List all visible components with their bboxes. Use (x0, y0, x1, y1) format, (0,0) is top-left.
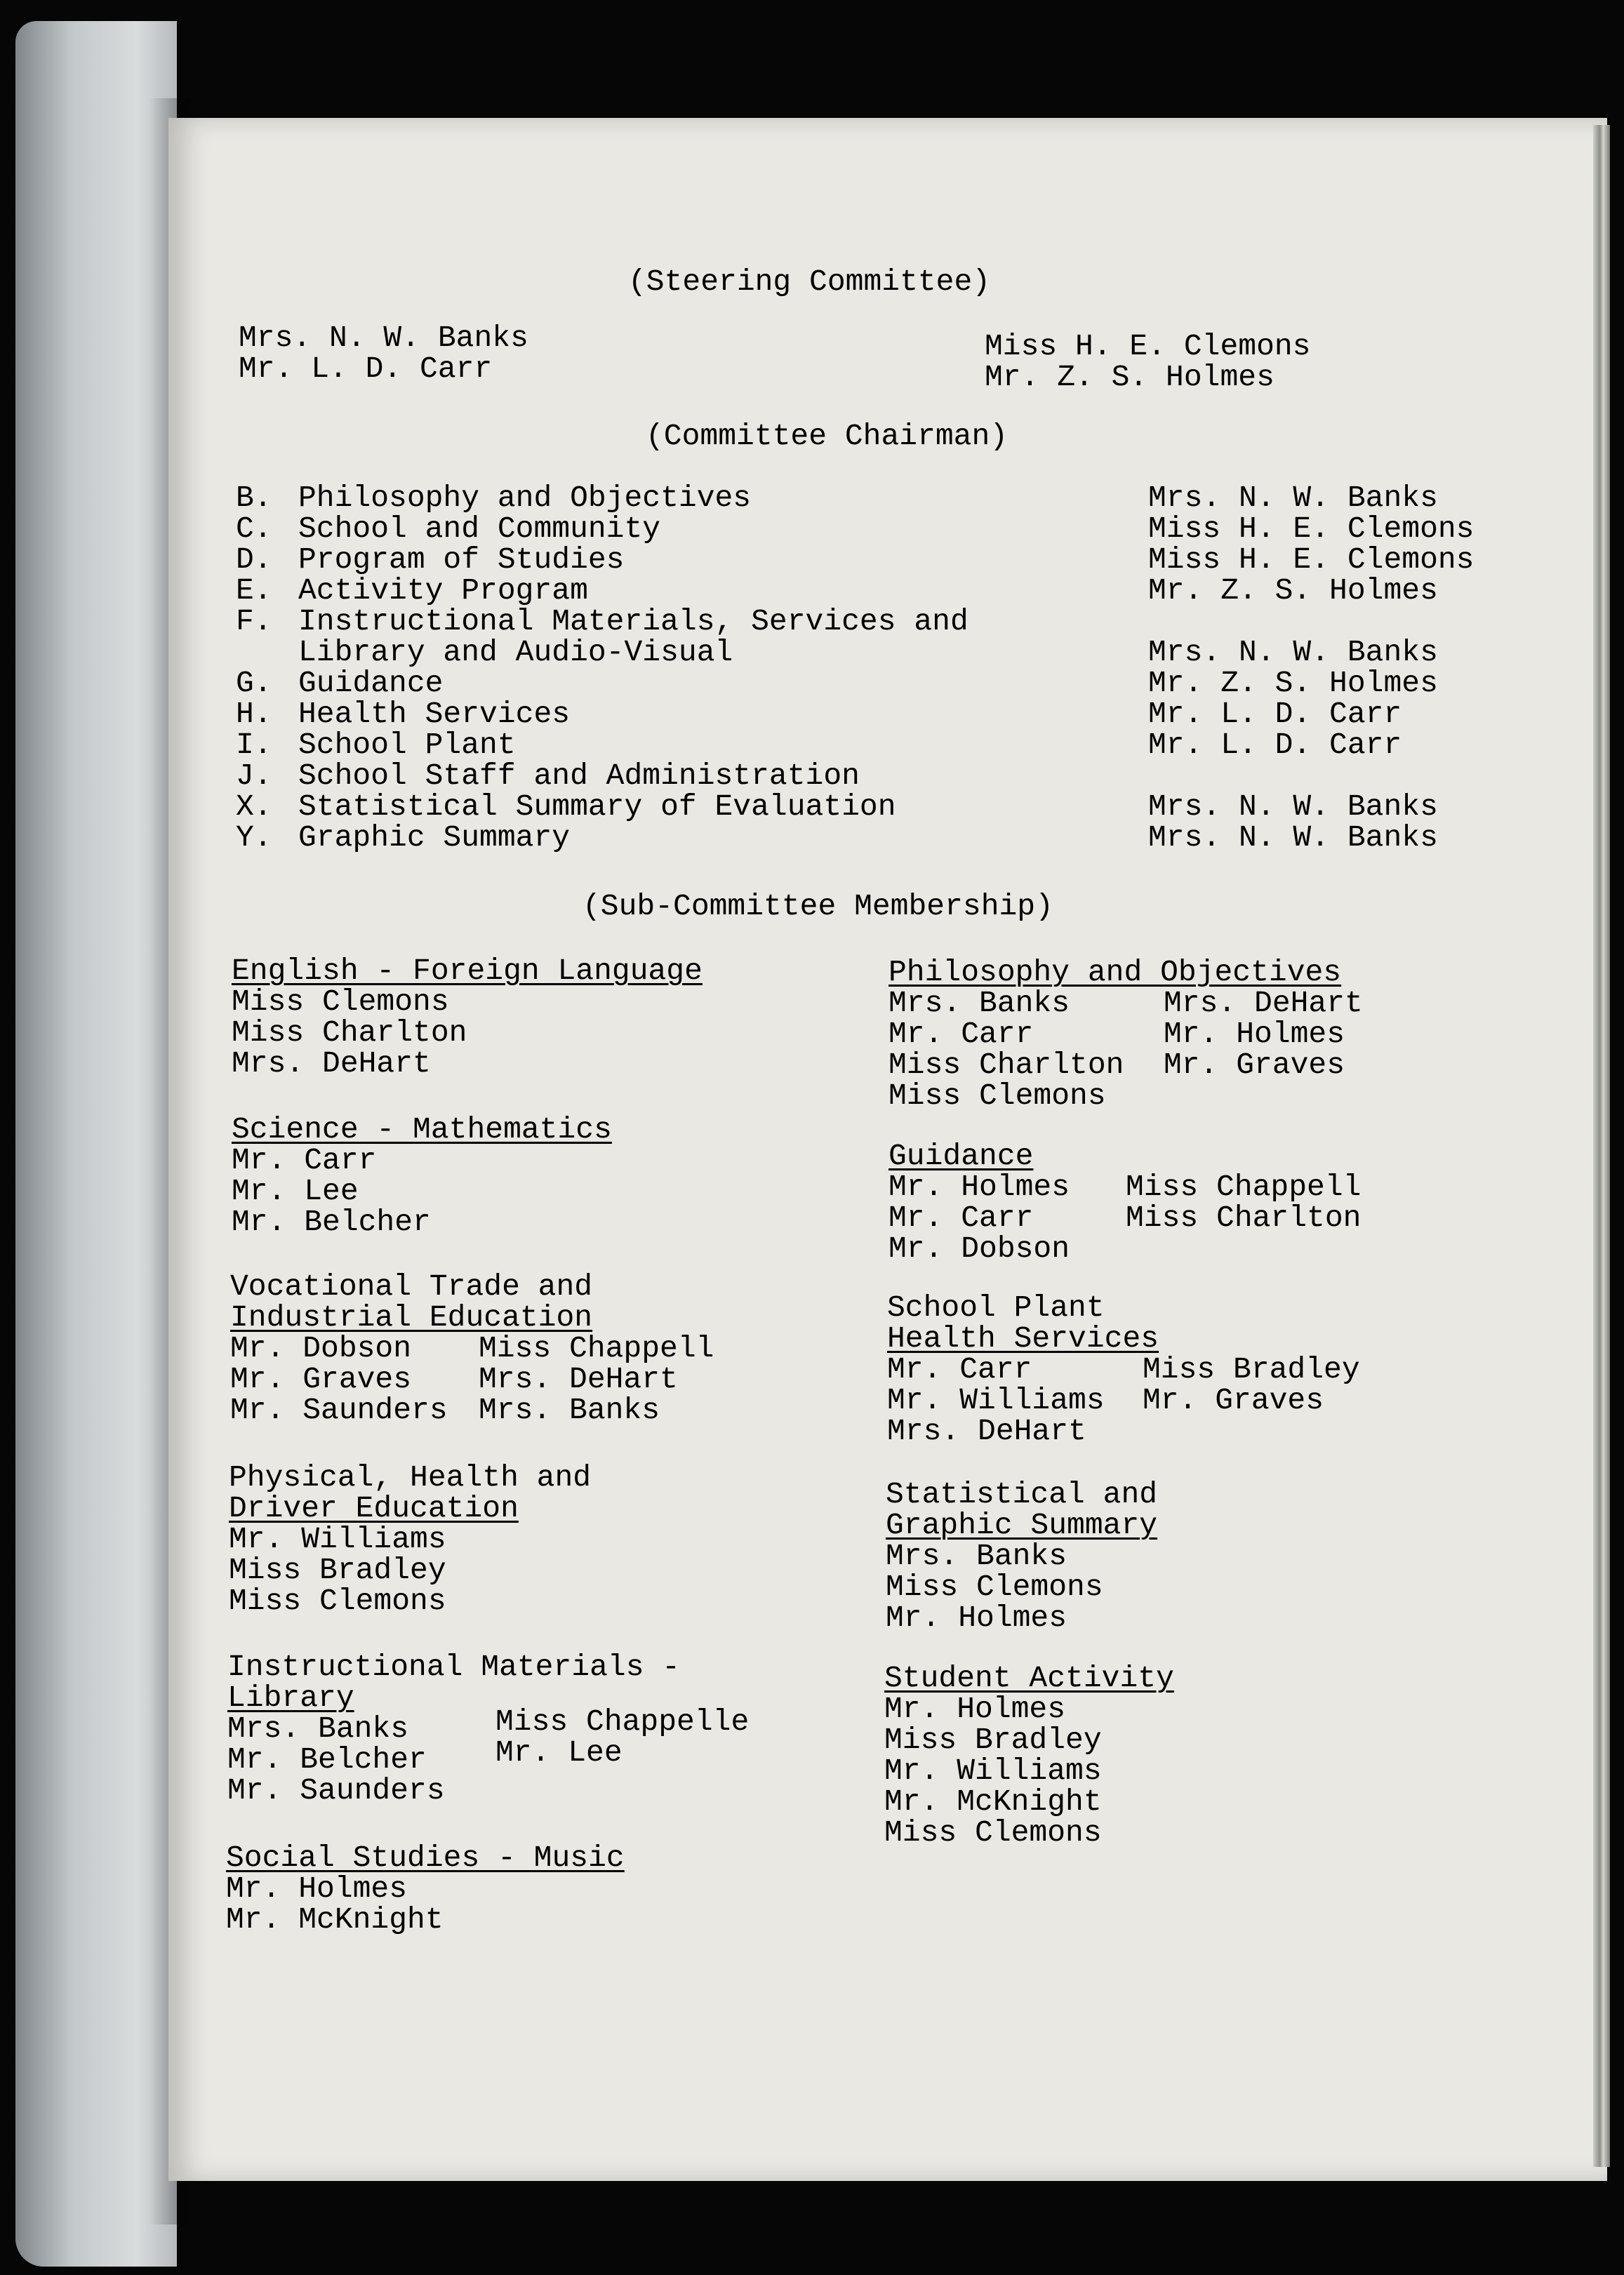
section-letter: X. (236, 789, 272, 824)
subcommittee-title: Vocational Trade and (230, 1269, 593, 1304)
section-name: Guidance (298, 666, 444, 700)
subcommittee-title: Driver Education (229, 1491, 519, 1526)
member-name: Mr. Williams (229, 1522, 446, 1556)
subcommittee-vocational-col2 (479, 1333, 714, 1426)
subcommittee-title: Social Studies - Music (226, 1841, 625, 1875)
chairman-name: Mrs. N. W. Banks (1148, 481, 1438, 515)
steering-member: Mrs. N. W. Banks (239, 321, 528, 355)
subcommittee-student (884, 1663, 1174, 1848)
section-letter: F. (236, 604, 272, 639)
member-name: Mr. Carr (232, 1143, 377, 1177)
member-name: Mr. Saunders (227, 1773, 445, 1808)
subcommittee-title: English - Foreign Language (232, 954, 703, 988)
member-name: Miss Clemons (232, 985, 449, 1019)
member-name: Mr. Williams (887, 1383, 1105, 1417)
subcommittee-title: Student Activity (884, 1661, 1174, 1695)
steering-member: Miss H. E. Clemons (985, 329, 1311, 363)
member-name: Mr. McKnight (226, 1902, 444, 1937)
subcommittee-guidance-col2 (1126, 1172, 1361, 1234)
member-name: Mrs. Banks (888, 986, 1070, 1020)
member-name: Mr. Graves (1143, 1383, 1324, 1417)
subcommittee-plant-col2 (1143, 1354, 1360, 1416)
subcommittee-title: Health Services (887, 1321, 1159, 1356)
sub-committee-heading: (Sub-Committee Membership) (583, 889, 1053, 923)
section-letter (236, 637, 272, 668)
member-name: Mr. Dobson (888, 1232, 1070, 1266)
member-name: Mr. Holmes (1164, 1017, 1345, 1051)
section-letter: H. (236, 697, 272, 731)
member-name: Miss Chappell (479, 1331, 714, 1366)
chairman-name: Miss H. E. Clemons (1148, 512, 1475, 546)
section-name: School Plant (298, 728, 516, 762)
chairman-name: Mrs. N. W. Banks (1148, 789, 1438, 824)
member-name: Miss Clemons (888, 1079, 1106, 1113)
subcommittee-title: Guidance (888, 1139, 1034, 1173)
member-name: Mrs. Banks (886, 1539, 1067, 1573)
member-name: Mrs. DeHart (1164, 986, 1363, 1020)
section-name: Program of Studies (298, 542, 625, 577)
chairman-name: Mr. L. D. Carr (1148, 728, 1402, 762)
member-name: Mr. Belcher (232, 1205, 431, 1239)
chairman-name (1148, 761, 1474, 792)
member-name: Miss Clemons (229, 1584, 446, 1618)
member-name: Mr. Williams (884, 1754, 1102, 1788)
member-name: Mr. Carr (887, 1352, 1032, 1387)
section-name: Statistical Summary of Evaluation (298, 789, 896, 824)
member-name: Miss Bradley (229, 1553, 446, 1587)
member-name: Mr. Carr (888, 1201, 1034, 1235)
member-name: Mrs. Banks (479, 1393, 660, 1427)
section-letter: Y. (236, 820, 272, 855)
chairman-letters (236, 483, 272, 853)
member-name: Mr. Graves (1164, 1048, 1345, 1082)
subcommittee-science (232, 1114, 612, 1238)
member-name: Miss Charlton (888, 1048, 1124, 1082)
section-name: Graphic Summary (298, 820, 571, 855)
subcommittee-physical (229, 1462, 591, 1617)
member-name: Miss Charlton (232, 1015, 467, 1050)
steering-members-left (239, 323, 528, 385)
subcommittee-title: Statistical and (886, 1477, 1158, 1512)
steering-members-right (985, 331, 1310, 393)
chairman-names (1148, 483, 1474, 853)
steering-member: Mr. Z. S. Holmes (985, 360, 1274, 394)
member-name: Mr. Lee (495, 1735, 623, 1770)
section-letter: E. (236, 573, 272, 608)
member-name: Mr. Holmes (884, 1692, 1066, 1726)
section-name: School Staff and Administration (298, 759, 860, 793)
chairman-name: Mr. L. D. Carr (1148, 697, 1402, 731)
chairman-sections (298, 483, 969, 853)
chairman-name (1148, 606, 1474, 637)
member-name: Mr. Saunders (230, 1393, 448, 1427)
chairman-heading: (Committee Chairman) (646, 419, 1009, 453)
section-name: Philosophy and Objectives (298, 481, 752, 515)
member-name: Mr. Holmes (888, 1170, 1070, 1204)
member-name: Miss Charlton (1126, 1201, 1362, 1235)
section-letter: G. (236, 666, 272, 700)
subcommittee-guidance (888, 1141, 1070, 1265)
subcommittee-social (226, 1843, 625, 1935)
member-name: Mr. Carr (888, 1017, 1034, 1051)
subcommittee-title: Graphic Summary (886, 1508, 1158, 1542)
subcommittee-title: Library (227, 1681, 354, 1715)
chairman-name: Mr. Z. S. Holmes (1148, 573, 1438, 608)
section-name: Instructional Materials, Services and (298, 604, 969, 639)
member-name: Mr. Dobson (230, 1331, 412, 1366)
chairman-name: Mr. Z. S. Holmes (1148, 666, 1438, 700)
steering-heading: (Steering Committee) (628, 265, 991, 299)
subcommittee-title: Industrial Education (230, 1300, 593, 1335)
section-letter: D. (236, 542, 272, 577)
subcommittee-plant (887, 1290, 1159, 1448)
member-name: Mr. Holmes (886, 1601, 1067, 1635)
subcommittee-instructional-col2 (495, 1704, 750, 1770)
member-name: Miss Bradley (884, 1723, 1102, 1757)
section-letter: B. (236, 481, 272, 515)
subcommittee-title: Physical, Health and (229, 1460, 592, 1495)
section-letter: C. (236, 512, 272, 546)
member-name: Mrs. Banks (227, 1712, 409, 1746)
subcommittee-english (232, 956, 703, 1079)
member-name: Mrs. DeHart (479, 1362, 678, 1396)
steering-member: Mr. L. D. Carr (239, 352, 493, 386)
member-name: Mr. Holmes (226, 1872, 408, 1906)
member-name: Mr. Graves (230, 1362, 412, 1396)
chairman-name: Miss H. E. Clemons (1148, 542, 1475, 577)
member-name: Mr. Lee (232, 1174, 359, 1208)
section-letter: J. (236, 759, 272, 793)
member-name: Mr. Belcher (227, 1742, 427, 1777)
chairman-name: Mrs. N. W. Banks (1148, 635, 1438, 669)
section-letter: I. (236, 728, 272, 762)
member-name: Miss Chappelle (495, 1704, 750, 1739)
page-stack-edge (1593, 125, 1610, 2167)
section-name: Library and Audio-Visual (298, 635, 733, 669)
section-name: Activity Program (298, 573, 588, 608)
member-name: Mrs. DeHart (232, 1046, 431, 1081)
member-name: Miss Bradley (1143, 1352, 1360, 1387)
member-name: Miss Clemons (886, 1570, 1103, 1604)
subcommittee-statistical (886, 1479, 1157, 1634)
member-name: Miss Clemons (884, 1815, 1102, 1850)
section-name: School and Community (298, 512, 661, 546)
subcommittee-title: Science - Mathematics (232, 1112, 612, 1147)
subcommittee-title: Instructional Materials - (227, 1650, 681, 1684)
subcommittee-title: School Plant (887, 1290, 1105, 1325)
subcommittee-title: Philosophy and Objectives (888, 955, 1342, 989)
member-name: Mr. McKnight (884, 1784, 1102, 1819)
subcommittee-philosophy-col2 (1164, 988, 1363, 1081)
member-name: Miss Chappell (1126, 1170, 1362, 1204)
member-name: Mrs. DeHart (887, 1414, 1086, 1448)
chairman-name: Mrs. N. W. Banks (1148, 820, 1438, 855)
section-name: Health Services (298, 697, 571, 731)
